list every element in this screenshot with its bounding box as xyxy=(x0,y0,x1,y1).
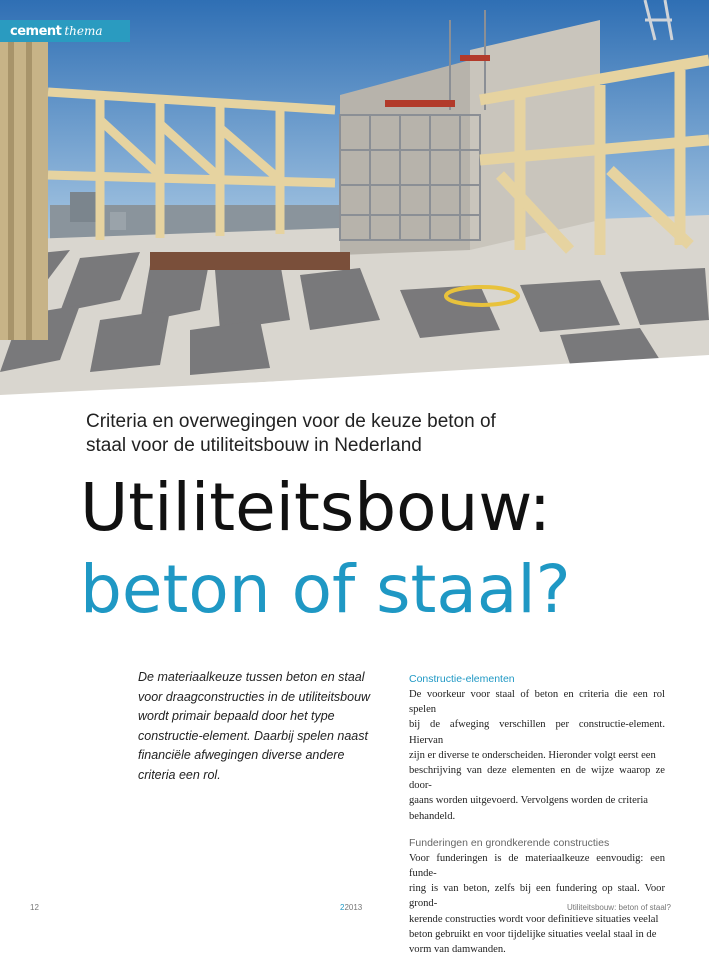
body-line: vorm van damwanden. xyxy=(409,944,506,956)
body-line: Voor funderingen is de materiaalkeuze eenvoudig: een funde- xyxy=(409,852,665,880)
issue-year: 2013 xyxy=(344,903,363,912)
lead-line: De materiaalkeuze tussen beton en staal xyxy=(138,670,365,684)
lead-line: voor draagconstructies in de utiliteitsbouw xyxy=(138,689,371,704)
body-line: kerende constructies wordt voor definitieve situaties veelal xyxy=(409,913,659,925)
lead-line: wordt primair bepaald door het type xyxy=(138,709,335,723)
issue-accent: 2 xyxy=(340,903,345,912)
section-tag xyxy=(0,20,130,42)
article-title-line1: Utiliteitsbouw: xyxy=(80,469,551,546)
lead-line: criteria een rol. xyxy=(138,767,221,782)
subtitle-line: Criteria en overwegingen voor de keuze beton of xyxy=(86,411,496,432)
body-line: ring is van beton, zelfs bij een fundering op staal. Voor grond- xyxy=(409,883,665,910)
body-line: bij de afweging verschillen per constructie-element. Hiervan xyxy=(409,719,665,746)
photo-content xyxy=(0,0,709,395)
lead-line: constructie-element. Daarbij spelen naast xyxy=(138,728,368,743)
section-tag-label: thema xyxy=(64,24,103,38)
body-line: De voorkeur voor staal of beton en criteria die een rol spelen xyxy=(409,689,665,716)
article-subtitle xyxy=(86,410,606,458)
construction-photo xyxy=(0,0,709,400)
body-line: behandeld. xyxy=(409,810,456,822)
body-line: beton gebruikt en voor tijdelijke situaties veelal staal in de xyxy=(409,928,657,940)
body-line: gaans worden uitgevoerd. Vervolgens worden de criteria xyxy=(409,795,648,807)
section-heading: Constructie-elementen xyxy=(409,673,515,685)
article-title-line2: beton of staal? xyxy=(80,551,571,628)
issue-number xyxy=(340,903,362,912)
running-title: Utiliteitsbouw: beton of staal? xyxy=(566,903,671,912)
body-paragraph xyxy=(409,687,665,824)
body-line: beschrijving van deze elementen en de wijze waarop ze door- xyxy=(409,765,665,792)
body-line: zijn er diverse te onderscheiden. Hieronder volgt eerst een xyxy=(409,749,656,761)
subtitle-line: staal voor de utiliteitsbouw in Nederland xyxy=(86,435,422,456)
magazine-logo: cement xyxy=(10,23,62,39)
page-number: 12 xyxy=(30,903,39,912)
section-heading: Funderingen en grondkerende constructies xyxy=(409,836,610,849)
body-column xyxy=(409,672,665,969)
lead-paragraph xyxy=(138,668,378,785)
lead-line: financiële afwegingen diverse andere xyxy=(138,748,345,762)
